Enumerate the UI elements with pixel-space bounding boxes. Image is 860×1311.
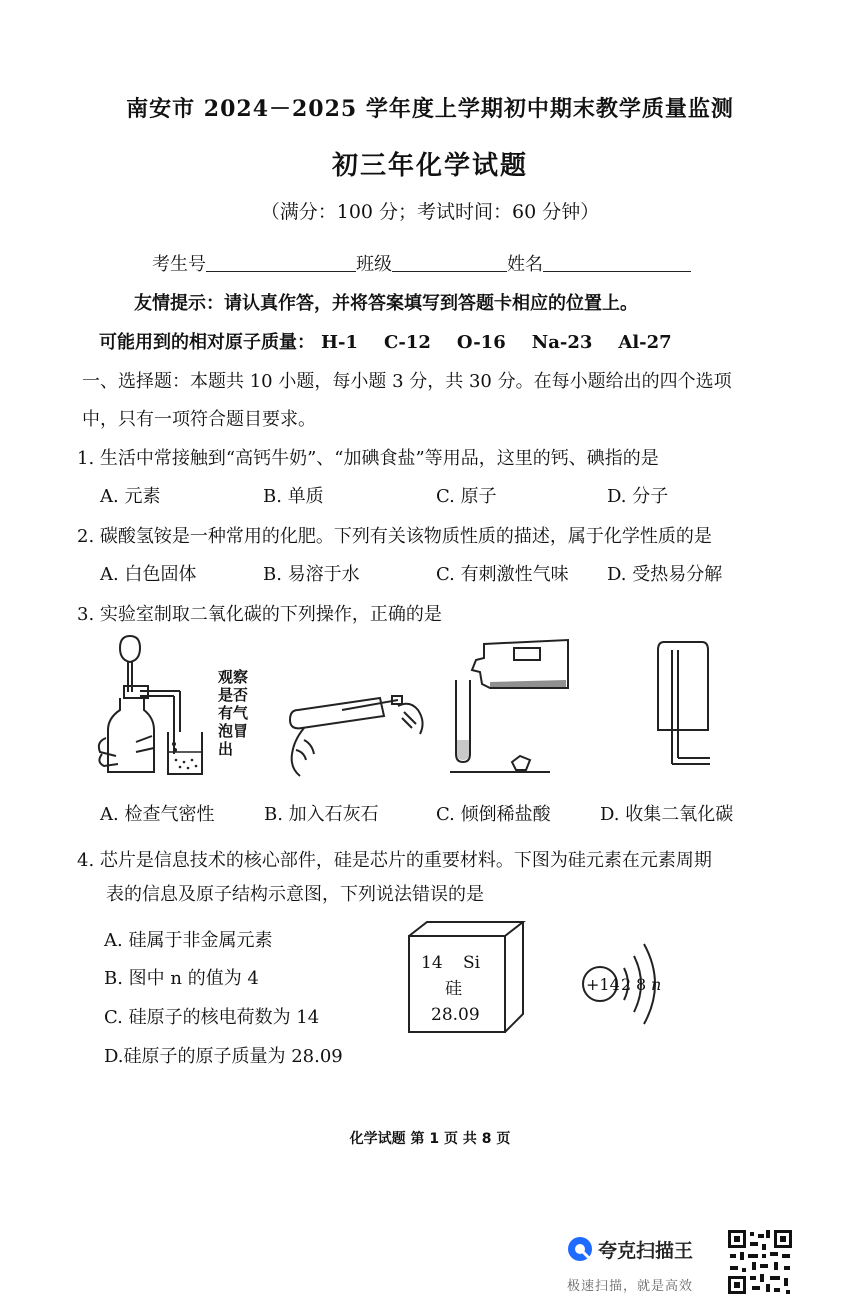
name-label: 姓名: [507, 254, 543, 275]
question-1-option-a[interactable]: A. 元素: [100, 486, 161, 507]
question-3-option-b[interactable]: B. 加入石灰石: [264, 804, 379, 825]
shell-3-electrons: n: [651, 975, 662, 994]
question-1-option-b[interactable]: B. 单质: [263, 486, 324, 507]
question-1-text: 1. 生活中常接触到“高钙牛奶”、“加碘食盐”等用品，这里的钙、碘指的是: [77, 448, 659, 469]
exam-number-blank[interactable]: [206, 253, 356, 272]
question-3-option-d[interactable]: D. 收集二氧化碳: [600, 804, 734, 825]
qr-code-icon: [726, 1228, 794, 1296]
atomic-mass-line: [99, 328, 672, 354]
question-2-option-d[interactable]: D. 受热易分解: [607, 564, 723, 585]
scanner-slogan: 极速扫描，就是高效: [567, 1279, 694, 1294]
figure-a-note: 是否: [218, 686, 249, 704]
airtightness-check-figure: [98, 634, 273, 780]
question-3-option-a[interactable]: A. 检查气密性: [100, 804, 215, 825]
relative-atomic-mass: 28.09: [431, 1005, 480, 1025]
question-4-option-b[interactable]: B. 图中 n 的值为 4: [104, 968, 259, 989]
question-4-option-a[interactable]: A. 硅属于非金属元素: [104, 930, 273, 951]
atomic-mass-item: Na-23: [531, 332, 593, 353]
question-4-option-d[interactable]: D.硅原子的原子质量为 28.09: [104, 1046, 343, 1067]
exam-subject-title: 初三年化学试题: [331, 151, 528, 181]
atomic-number: 14: [421, 953, 443, 973]
name-blank[interactable]: [543, 253, 691, 272]
atomic-mass-item: Al-27: [618, 332, 672, 353]
question-2-text: 2. 碳酸氢铵是一种常用的化肥。下列有关该物质性质的描述，属于化学性质的是: [77, 526, 712, 547]
collect-co2-figure: [648, 634, 728, 774]
figure-a-note: 泡冒: [218, 722, 249, 740]
shell-2-electrons: 8: [636, 975, 647, 994]
add-limestone-figure: [280, 690, 430, 780]
student-info-line: [152, 250, 691, 276]
exam-number-label: 考生号: [152, 254, 206, 275]
silicon-atom-structure-diagram: [578, 938, 688, 1034]
question-1-option-d[interactable]: D. 分子: [607, 486, 669, 507]
exam-score-time: （满分：100 分；考试时间：60 分钟）: [260, 201, 600, 223]
pour-acid-figure: [450, 636, 590, 780]
atomic-mass-item: H-1: [321, 332, 359, 353]
figure-a-note: 观察: [218, 668, 249, 686]
class-blank[interactable]: [392, 253, 507, 272]
question-3-option-c[interactable]: C. 倾倒稀盐酸: [436, 804, 551, 825]
question-2-option-b[interactable]: B. 易溶于水: [263, 564, 360, 585]
scanner-brand-name: 夸克扫描王: [598, 1240, 694, 1262]
element-name: 硅: [445, 979, 462, 999]
atomic-mass-item: C-12: [384, 332, 431, 353]
question-3-text: 3. 实验室制取二氧化碳的下列操作，正确的是: [77, 604, 442, 625]
notice: 友情提示：请认真作答，并将答案填写到答题卡相应的位置上。: [134, 293, 638, 314]
question-4-text: 4. 芯片是信息技术的核心部件，硅是芯片的重要材料。下图为硅元素在元素周期: [77, 850, 712, 871]
nucleus-charge: +14: [586, 975, 620, 994]
section1-heading: 一、选择题：本题共 10 小题，每小题 3 分，共 30 分。在每小题给出的四个选项: [82, 371, 732, 392]
element-symbol: Si: [463, 953, 481, 973]
figure-a-note: 出: [218, 740, 234, 758]
page-footer: 化学试题 第 1 页 共 8 页: [349, 1131, 511, 1147]
question-2-option-a[interactable]: A. 白色固体: [100, 564, 197, 585]
question-4-option-c[interactable]: C. 硅原子的核电荷数为 14: [104, 1007, 320, 1028]
figure-a-note: 有气: [218, 704, 249, 722]
class-label: 班级: [356, 254, 392, 275]
atomic-mass-label: 可能用到的相对原子质量：: [99, 332, 315, 353]
exam-title: 南安市 2024－2025 学年度上学期初中期末教学质量监测: [126, 96, 734, 122]
atomic-mass-item: O-16: [456, 332, 506, 353]
question-1-option-c[interactable]: C. 原子: [436, 486, 497, 507]
section1-heading-cont: 中，只有一项符合题目要求。: [82, 409, 316, 430]
silicon-element-card: [405, 918, 530, 1036]
shell-1-electrons: 2: [621, 975, 632, 994]
question-4-text-cont: 表的信息及原子结构示意图，下列说法错误的是: [106, 884, 484, 905]
question-2-option-c[interactable]: C. 有刺激性气味: [436, 564, 569, 585]
quark-logo-icon: [567, 1236, 593, 1262]
